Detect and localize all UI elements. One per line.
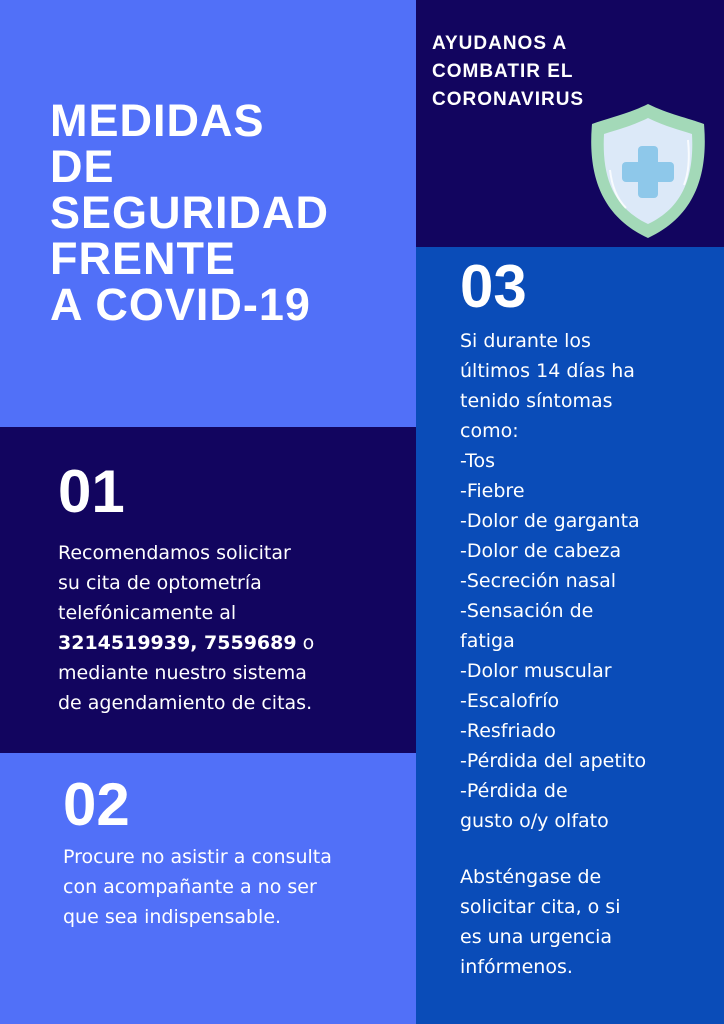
text-line: -Pérdida del apetito bbox=[460, 750, 647, 772]
section-number: 03 bbox=[460, 253, 527, 320]
section-text bbox=[63, 842, 332, 932]
text-line: de agendamiento de citas. bbox=[58, 692, 313, 714]
title-line: A COVID-19 bbox=[50, 279, 311, 330]
section-text bbox=[58, 538, 314, 718]
tagline-line: CORONAVIRUS bbox=[432, 89, 585, 110]
text-line: -Secreción nasal bbox=[460, 570, 617, 592]
phone-numbers: 3214519939, 7559689 bbox=[58, 632, 297, 654]
text-fragment: o bbox=[296, 632, 315, 654]
title-line: MEDIDAS bbox=[50, 95, 265, 146]
section-number: 02 bbox=[63, 771, 130, 838]
tagline-line: AYUDANOS A bbox=[432, 33, 568, 54]
section-01 bbox=[0, 427, 416, 753]
text-line: que sea indispensable. bbox=[63, 906, 282, 928]
title-line: DE bbox=[50, 141, 115, 192]
text-line: -Sensación de bbox=[460, 600, 594, 622]
text-line: Procure no asistir a consulta bbox=[63, 846, 332, 868]
section-02 bbox=[0, 753, 416, 1024]
shield-plus-icon bbox=[588, 100, 708, 242]
text-line: fatiga bbox=[460, 630, 515, 652]
text-line: infórmenos. bbox=[460, 956, 573, 978]
text-line: tenido síntomas bbox=[460, 390, 613, 412]
title-line: SEGURIDAD bbox=[50, 187, 330, 238]
page-title bbox=[50, 95, 330, 330]
text-line: -Pérdida de bbox=[460, 780, 568, 802]
text-line: telefónicamente al bbox=[58, 602, 237, 624]
text-line: como: bbox=[460, 420, 519, 442]
text-line: Si durante los bbox=[460, 330, 591, 352]
section-03 bbox=[416, 247, 724, 1024]
text-line: Recomendamos solicitar bbox=[58, 542, 291, 564]
section-number: 01 bbox=[58, 458, 125, 525]
text-line: solicitar cita, o si bbox=[460, 896, 621, 918]
text-line: -Fiebre bbox=[460, 480, 525, 502]
text-line: es una urgencia bbox=[460, 926, 613, 948]
tagline bbox=[432, 30, 584, 114]
text-line: mediante nuestro sistema bbox=[58, 662, 307, 684]
text-line: gusto o/y olfato bbox=[460, 810, 609, 832]
text-line: -Dolor de cabeza bbox=[460, 540, 622, 562]
text-line: con acompañante a no ser bbox=[63, 876, 317, 898]
text-line: -Escalofrío bbox=[460, 690, 560, 712]
text-line: -Resfriado bbox=[460, 720, 556, 742]
symptoms-list bbox=[460, 326, 646, 836]
tagline-line: COMBATIR EL bbox=[432, 61, 574, 82]
text-line: últimos 14 días ha bbox=[460, 360, 635, 382]
text-line: -Tos bbox=[460, 450, 496, 472]
phones-line bbox=[58, 628, 314, 658]
text-line: -Dolor muscular bbox=[460, 660, 612, 682]
text-line: su cita de optometría bbox=[58, 572, 262, 594]
closing-text bbox=[460, 862, 621, 982]
title-panel bbox=[0, 0, 416, 427]
title-line: FRENTE bbox=[50, 233, 236, 284]
text-line: -Dolor de garganta bbox=[460, 510, 640, 532]
text-line: Absténgase de bbox=[460, 866, 602, 888]
